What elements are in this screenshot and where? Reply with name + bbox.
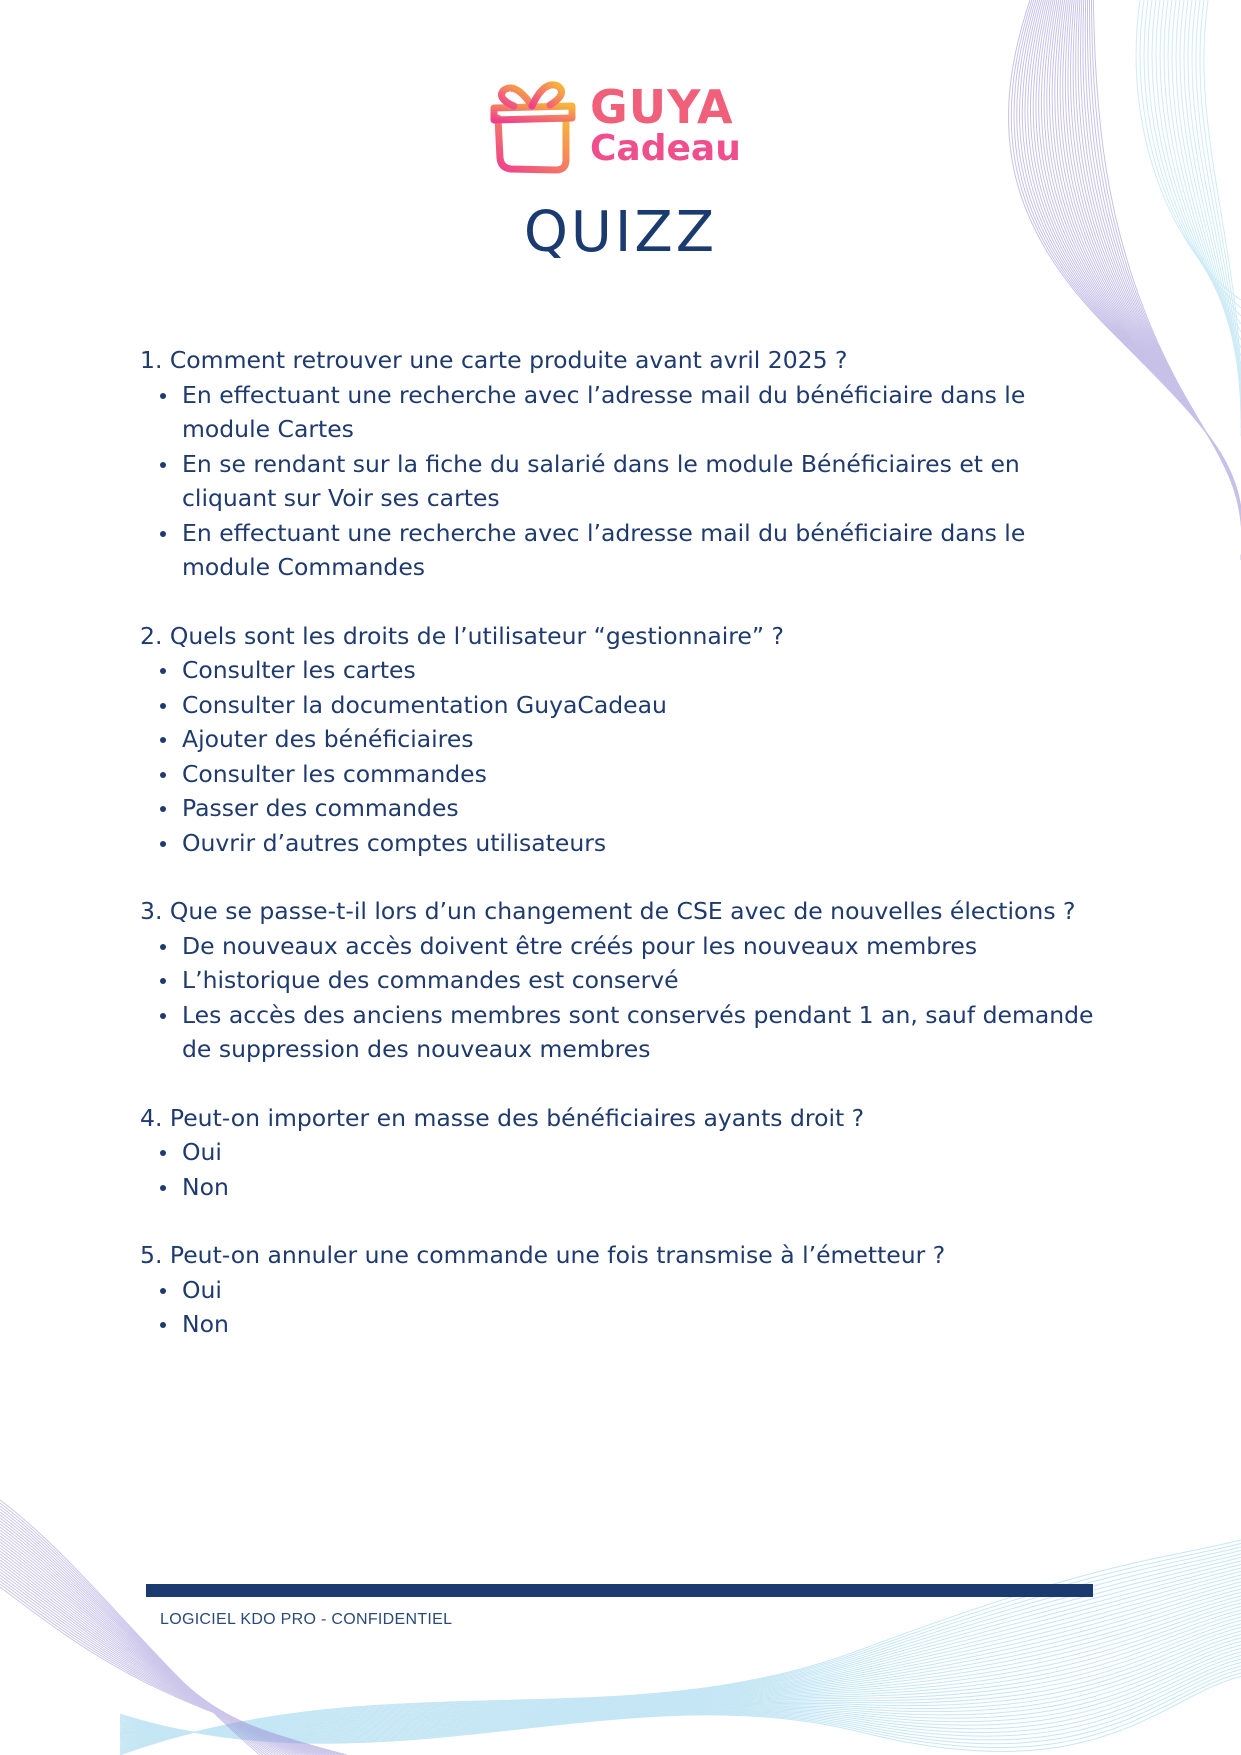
quiz-question — [140, 343, 1100, 585]
quiz-list — [140, 343, 1100, 1376]
brand-name-line2: Cadeau — [590, 128, 741, 169]
footer-confidential-label: LOGICIEL KDO PRO - CONFIDENTIEL — [160, 1611, 453, 1628]
answer-option: Ouvrir d’autres comptes utilisateurs — [182, 826, 1100, 861]
quiz-question — [140, 1101, 1100, 1205]
answer-options — [140, 378, 1100, 585]
answer-option: Consulter la documentation GuyaCadeau — [182, 688, 1100, 723]
answer-option: Ajouter des bénéficiaires — [182, 722, 1100, 757]
answer-option: Non — [182, 1307, 1100, 1342]
question-text: 4. Peut-on importer en masse des bénéficiaires ayants droit ? — [140, 1103, 865, 1132]
answer-options — [140, 929, 1100, 1067]
answer-option: Les accès des anciens membres sont conservés pendant 1 an, sauf demande de suppression des nouveaux membres — [182, 998, 1100, 1067]
question-text: 3. Que se passe-t-il lors d’un changement de CSE avec de nouvelles élections ? — [140, 897, 1076, 925]
question-text: 1. Comment retrouver une carte produite avant avril 2025 ? — [140, 346, 848, 374]
answer-option: Consulter les cartes — [182, 653, 1100, 688]
answer-option: En effectuant une recherche avec l’adresse mail du bénéficiaire dans le module Cartes — [182, 378, 1100, 447]
brand-logo — [486, 78, 746, 178]
quiz-question — [140, 1238, 1100, 1342]
question-text: 2. Quels sont les droits de l’utilisateur “gestionnaire” ? — [140, 621, 785, 650]
answer-option: Oui — [182, 1273, 1100, 1308]
answer-option: De nouveaux accès doivent être créés pour les nouveaux membres — [182, 929, 1100, 964]
answer-options — [140, 1135, 1100, 1204]
answer-option: Passer des commandes — [182, 791, 1100, 826]
quiz-question — [140, 894, 1100, 1067]
gift-icon — [486, 78, 586, 178]
answer-options — [140, 1273, 1100, 1342]
answer-option: Oui — [182, 1135, 1100, 1170]
answer-option: En se rendant sur la fiche du salarié dans le module Bénéficiaires et en cliquant sur Voir ses cartes — [182, 447, 1100, 516]
answer-option: En effectuant une recherche avec l’adresse mail du bénéficiaire dans le module Commandes — [182, 516, 1100, 585]
answer-options — [140, 653, 1100, 860]
brand-name-line1: GUYA — [590, 80, 734, 134]
answer-option: Non — [182, 1170, 1100, 1205]
footer-divider — [146, 1584, 1093, 1597]
quiz-question — [140, 619, 1100, 861]
bottom-wave-decoration — [120, 1540, 1241, 1755]
page-title: QUIZZ — [523, 200, 718, 265]
question-text: 5. Peut-on annuler une commande une fois transmise à l’émetteur ? — [140, 1241, 946, 1269]
answer-option: Consulter les commandes — [182, 757, 1100, 792]
answer-option: L’historique des commandes est conservé — [182, 963, 1100, 998]
